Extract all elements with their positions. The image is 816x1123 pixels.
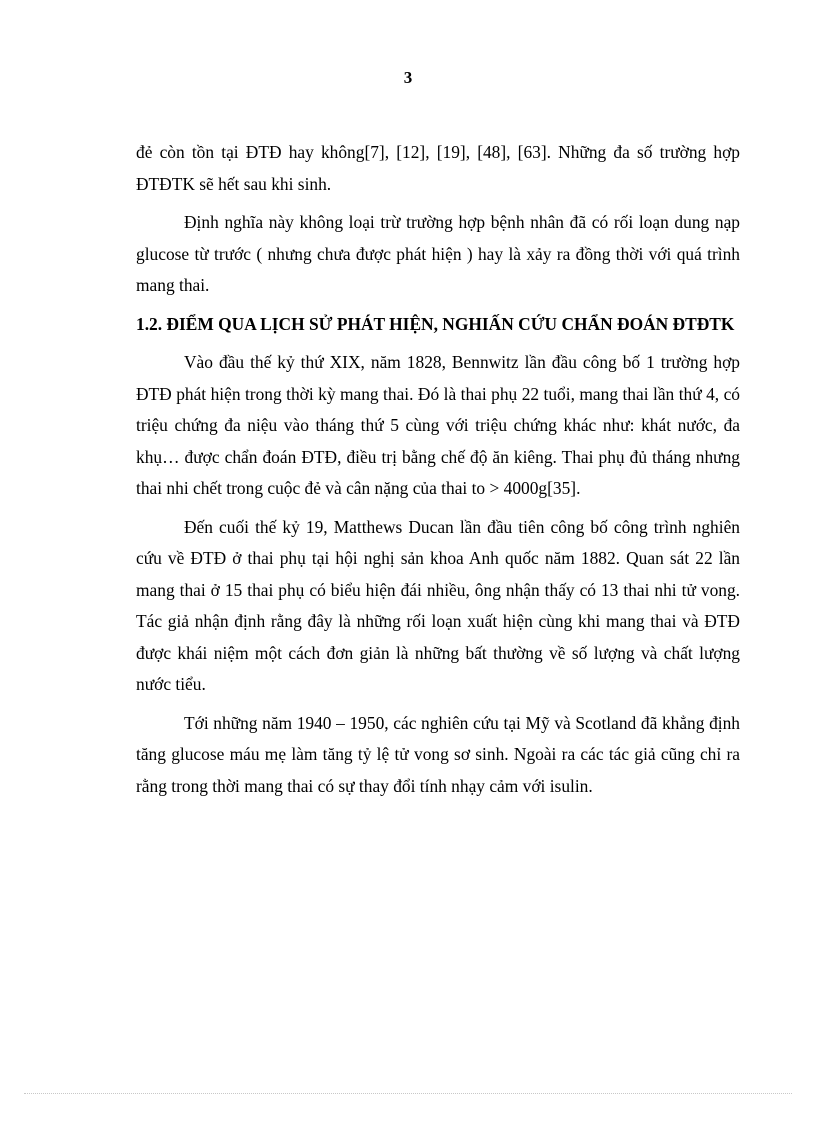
paragraph-definition-note: Định nghĩa này không loại trừ trường hợp bệnh nhân đã có rối loạn dung nạp glucose từ trước ( nhưng chưa được phát hiện ) hay là xảy ra đồng thời với quá trình mang thai. bbox=[136, 212, 740, 295]
paragraph-continuation: đẻ còn tồn tại ĐTĐ hay không[7], [12], [19], [48], [63]. Những đa số trường hợp ĐTĐTK sẽ hết sau khi sinh. bbox=[136, 142, 740, 194]
section-heading: 1.2. ĐIỂM QUA LỊCH SỬ PHÁT HIỆN, NGHIẤN CỨU CHẨN ĐOÁN ĐTĐTK bbox=[136, 313, 735, 334]
footer-divider bbox=[24, 1093, 792, 1094]
page-number: 3 bbox=[403, 68, 413, 87]
page-body bbox=[136, 137, 740, 809]
paragraph-matthews-ducan: Đến cuối thế kỷ 19, Matthews Ducan lần đầu tiên công bố công trình nghiên cứu về ĐTĐ ở thai phụ tại hội nghị sản khoa Anh quốc năm 1882. Quan sát 22 lần mang thai ở 15 thai phụ có biểu hiện đái nhiều, ông nhận thấy có 13 thai nhi tử vong. Tác giả nhận định rằng đây là những rối loạn xuất hiện cùng khi mang thai và ĐTĐ được khái niệm một cách đơn giản là những bất thường về số lượng và chất lượng nước tiểu. bbox=[136, 516, 740, 694]
paragraph-bennwitz: Vào đầu thế kỷ thứ XIX, năm 1828, Bennwitz lần đầu công bố 1 trường hợp ĐTĐ phát hiện trong thời kỳ mang thai. Đó là thai phụ 22 tuổi, mang thai lần thứ 4, có triệu chứng đa niệu vào tháng thứ 5 cùng với triệu chứng khác như: khát nước, đa khụ… được chẩn đoán ĐTĐ, điều trị bằng chế độ ăn kiêng. Thai phụ đủ tháng nhưng thai nhi chết trong cuộc đẻ và cân nặng của thai to > 4000g[35]. bbox=[136, 352, 740, 498]
paragraph-1940-1950: Tới những năm 1940 – 1950, các nghiên cứu tại Mỹ và Scotland đã khẳng định tăng glucose máu mẹ làm tăng tỷ lệ tử vong sơ sinh. Ngoài ra các tác giả cũng chỉ ra rằng trong thời mang thai có sự thay đổi tính nhạy cảm với isulin. bbox=[136, 712, 740, 796]
